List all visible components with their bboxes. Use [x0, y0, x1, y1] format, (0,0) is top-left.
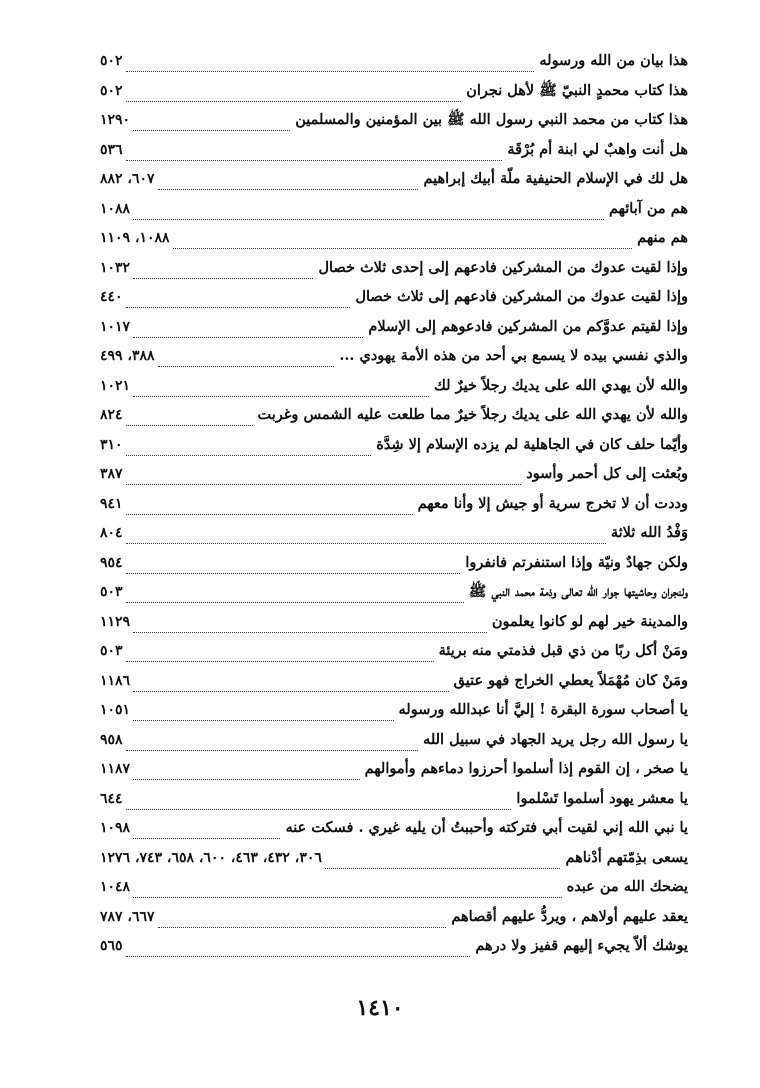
index-entry [100, 318, 688, 348]
dot-leader [133, 897, 562, 898]
entry-page-numbers: ٦٦٧، ٧٨٧ [100, 908, 155, 925]
dot-leader [126, 160, 503, 161]
entry-page-numbers: ٩٥٨ [100, 731, 123, 748]
index-entry [100, 642, 688, 672]
entry-text: والله لأن يهدي الله على يديك رجلاً خيرٌ لك [433, 376, 688, 394]
entry-text: يوشك ألاّ يجيء إليهم قفيز ولا درهم [475, 937, 688, 954]
entry-page-numbers: ١٠٣٢ [100, 259, 131, 276]
dot-leader [126, 543, 606, 544]
index-entry [100, 672, 688, 702]
entry-text: وإذا لقيت عدوك من المشركين فادعهم إلى إحدى ثلاث خصال [318, 258, 688, 276]
entry-page-numbers: ٥٣٦ [100, 141, 123, 158]
entry-text: وأيّما حلف كان في الجاهلية لم يزده الإسلام إلا شِدَّة [376, 435, 688, 453]
entry-page-numbers: ١٢٩٠ [100, 112, 131, 128]
index-entry [100, 819, 688, 849]
entry-text: يا معشر يهود أسلموا تَسْلموا [516, 789, 688, 807]
entry-page-numbers: ٥٦٥ [100, 938, 123, 954]
dot-leader [126, 514, 413, 515]
index-entry [100, 200, 688, 230]
dot-leader [133, 396, 429, 397]
entry-text: هم من آبائهم [608, 199, 688, 217]
entry-text: يا أصحاب سورة البقرة ! إليَّ أنا عبدالله ورسوله [398, 701, 688, 718]
entry-page-numbers: ١٠٨٨، ١١٠٩ [100, 230, 170, 246]
entry-page-numbers: ٣١٠ [100, 436, 123, 453]
entry-text: وإذا لقيت عدوك من المشركين فادعهم إلى ثلاث خصال [355, 288, 688, 305]
entry-text: وإذا لقيتم عدوَّكم من المشركين فادعوهم إلى الإسلام [368, 317, 688, 335]
entry-text: هل أنت واهبٌ لي ابنة أم بُرْقَة [507, 140, 688, 158]
entry-text: والله لأن يهدي الله على يديك رجلاً خيرٌ مما طلعت عليه الشمس وغربت [257, 406, 688, 423]
dot-leader [126, 750, 418, 751]
entry-page-numbers: ٦٤٤ [100, 790, 123, 807]
index-entry [100, 406, 688, 436]
index-entry [100, 613, 688, 643]
index-entry [100, 524, 688, 554]
index-entry [100, 259, 688, 289]
index-entry [100, 878, 688, 908]
entry-page-numbers: ٦٠٧، ٨٨٢ [100, 171, 155, 187]
entry-page-numbers: ٥٠٣ [100, 643, 123, 659]
entry-page-numbers: ٩٤١ [100, 495, 123, 512]
entry-text: يا رسول الله رجل يريد الجهاد في سبيل الله [423, 730, 688, 748]
dot-leader [126, 602, 464, 603]
index-entry [100, 436, 688, 466]
dot-leader [325, 868, 561, 869]
entry-text: هذا كتاب من محمد النبي رسول الله ﷺ بين المؤمنين والمسلمين [295, 111, 688, 128]
dot-leader [133, 278, 313, 279]
entry-text: يعقد عليهم أولاهم ، ويردُّ عليهم أقصاهم [451, 907, 688, 925]
entry-page-numbers: ٥٠٢ [100, 53, 123, 69]
dot-leader [133, 720, 393, 721]
hadith-index-list [100, 52, 688, 967]
dot-leader [133, 779, 360, 780]
entry-text: يا صخر ، إن القوم إذا أسلموا أحرزوا دماءهم وأموالهم [364, 760, 688, 777]
dot-leader [126, 484, 522, 485]
dot-leader [126, 455, 372, 456]
dot-leader [133, 632, 487, 633]
dot-leader [126, 809, 512, 810]
entry-text: والمدينة خير لهم لو كانوا يعلمون [491, 612, 688, 630]
dot-leader [133, 219, 604, 220]
entry-page-numbers: ٣٨٨، ٤٩٩ [100, 348, 155, 364]
dot-leader [158, 366, 335, 367]
index-entry [100, 111, 688, 141]
entry-text: ولكن جهادٌ ونيّة وإذا استنفرتم فانفروا [465, 553, 688, 571]
index-entry [100, 583, 688, 613]
dot-leader [126, 307, 351, 308]
entry-page-numbers: ١١٨٦ [100, 672, 131, 689]
entry-page-numbers: ٥٠٢ [100, 82, 123, 99]
entry-page-numbers: ٣٨٧ [100, 466, 123, 482]
dot-leader [133, 130, 290, 131]
entry-text: هم منهم [637, 229, 688, 246]
index-entry [100, 377, 688, 407]
dot-leader [126, 71, 535, 72]
entry-page-numbers: ٤٤٠ [100, 289, 123, 305]
entry-page-numbers: ١٠٨٨ [100, 200, 131, 217]
entry-page-numbers: ٥٠٣ [100, 584, 123, 600]
entry-text: هذا بيان من الله ورسوله [539, 52, 688, 69]
dot-leader [173, 248, 633, 249]
entry-page-numbers: ١١٢٩ [100, 613, 131, 630]
index-entry [100, 908, 688, 938]
index-entry [100, 288, 688, 318]
dot-leader [158, 189, 419, 190]
dot-leader [126, 101, 462, 102]
dot-leader [126, 573, 461, 574]
dot-leader [133, 838, 280, 839]
entry-page-numbers: ٩٥٤ [100, 554, 123, 571]
index-entry [100, 52, 688, 82]
entry-page-numbers: ١٠٤٨ [100, 879, 131, 895]
index-entry [100, 82, 688, 112]
entry-text: يضحك الله من عبده [566, 878, 688, 895]
dot-leader [126, 956, 471, 957]
dot-leader [158, 927, 447, 928]
entry-text: هذا كتاب محمدٍ النبيّ ﷺ لأهل نجران [466, 81, 688, 99]
index-entry [100, 760, 688, 790]
entry-text: وددت أن لا تخرج سرية أو جيش إلا وأنا معهم [417, 494, 688, 512]
index-entry [100, 141, 688, 171]
dot-leader [126, 425, 253, 426]
entry-text: ومَنْ كان مُهْمَلاً يعطي الخراج فهو عتيق [453, 671, 688, 689]
index-entry [100, 849, 688, 879]
entry-page-numbers: ٨٢٤ [100, 407, 123, 423]
entry-text: يسعى بذِمّتهم أدْناهم [565, 848, 688, 866]
dot-leader [133, 691, 449, 692]
entry-page-numbers: ١١٨٧ [100, 761, 131, 777]
index-entry [100, 554, 688, 584]
index-entry [100, 790, 688, 820]
entry-page-numbers: ١٠٥١ [100, 702, 131, 718]
index-entry [100, 229, 688, 259]
index-entry [100, 465, 688, 495]
entry-page-numbers: ٣٠٦، ٤٣٢، ٤٦٣، ٦٠٠، ٦٥٨، ٧٤٣، ١٢٧٦ [100, 849, 322, 866]
entry-page-numbers: ٨٠٤ [100, 525, 123, 541]
index-entry [100, 495, 688, 525]
entry-text: وبُعثت إلى كل أحمر وأسود [526, 465, 688, 482]
index-entry [100, 731, 688, 761]
index-entry [100, 170, 688, 200]
entry-text: هل لك في الإسلام الحنيفية ملّة أبيك إبراهيم [423, 170, 688, 187]
entry-text: وَفْدُ الله ثلاثة [610, 524, 688, 541]
index-entry [100, 347, 688, 377]
dot-leader [126, 661, 434, 662]
index-entry [100, 937, 688, 967]
entry-text: ولنجران وحاشيتها جوار الله تعالى وذمة محمد النبي ﷺ [468, 583, 688, 600]
entry-text: ومَنْ أكل ربًا من ذي قبل فذمتي منه بريئة [438, 642, 688, 659]
entry-page-numbers: ١٠٩٨ [100, 820, 131, 836]
entry-page-numbers: ١٠١٧ [100, 318, 131, 335]
page-number: ١٤١٠ [356, 995, 404, 1021]
entry-text: والذي نفسي بيده لا يسمع بي أحد من هذه الأمة يهودي ... [339, 347, 688, 364]
dot-leader [133, 337, 363, 338]
index-entry [100, 701, 688, 731]
entry-page-numbers: ١٠٢١ [100, 377, 131, 394]
entry-text: يا نبي الله إني لقيت أبي فتركته وأحببتُ أن يليه غيري . فسكت عنه [285, 819, 688, 836]
